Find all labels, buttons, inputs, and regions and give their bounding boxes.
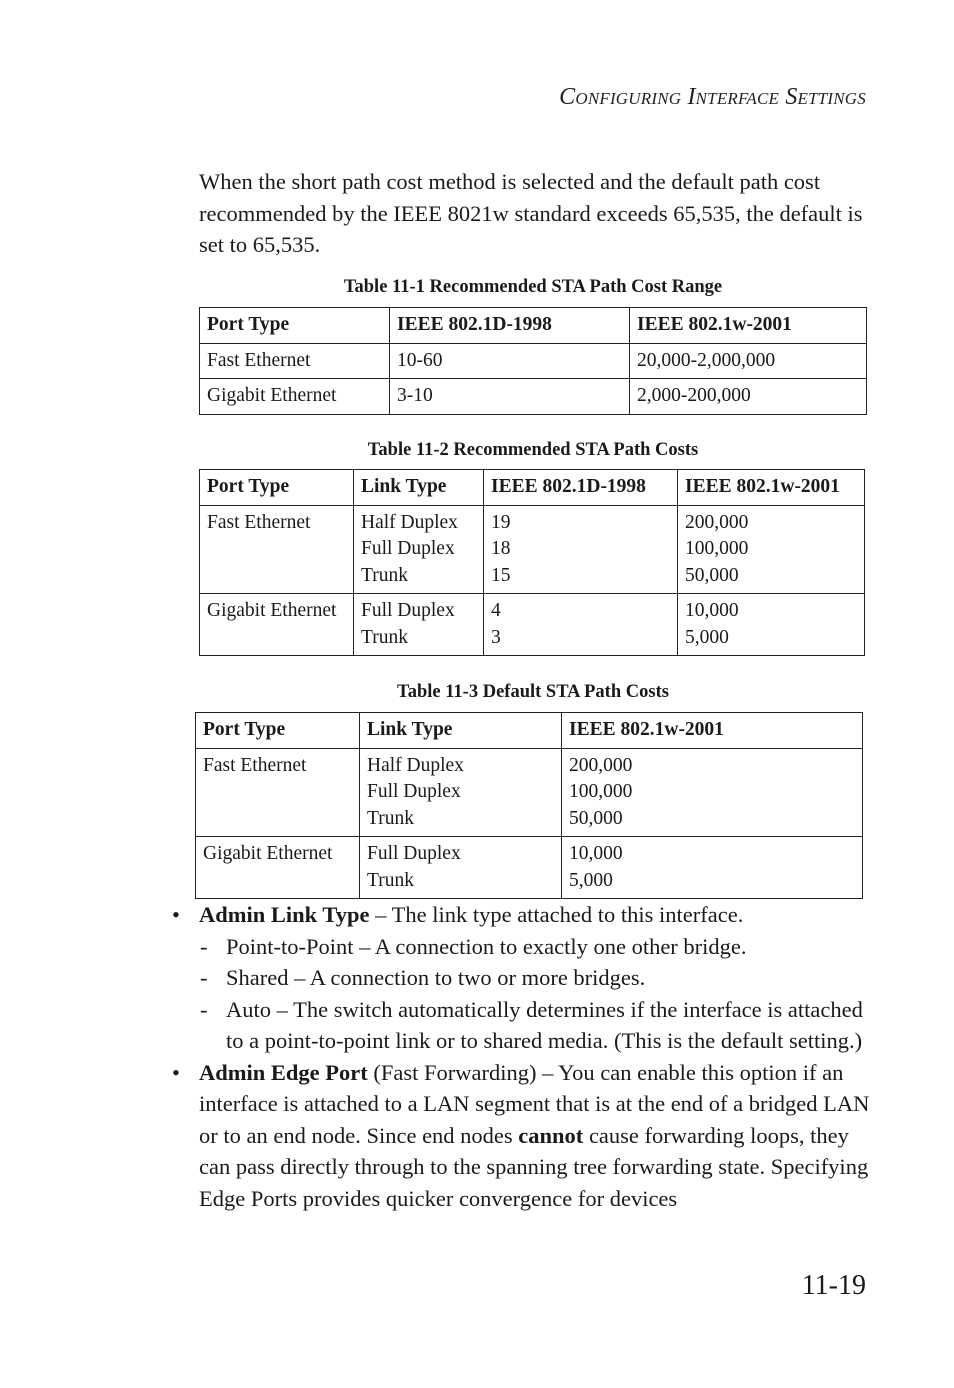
table-header-cell: IEEE 802.1D-1998 [390,308,630,344]
table-cell: Fast Ethernet [196,748,360,837]
table-header-cell: Link Type [354,470,484,506]
cell-line: 4 [491,600,501,621]
table-cell [678,505,865,594]
term-admin-edge-port: Admin Edge Port [199,1059,368,1085]
table1-caption: Table 11-1 Recommended STA Path Cost Range [343,277,723,297]
cell-line: 10,000 [569,843,623,864]
table-11-1 [199,307,867,415]
table-header-cell: Port Type [196,713,360,749]
cell-line: 100,000 [569,781,633,802]
dash-mark: - [200,996,208,1022]
bullet-text: – The link type attached to this interface. [369,902,744,927]
table-header-cell: IEEE 802.1w-2001 [678,470,865,506]
cell-line: 19 [491,511,511,533]
sub-item-shared [170,962,870,994]
table-header-cell: IEEE 802.1w-2001 [630,308,867,344]
cell-line: Trunk [367,869,414,891]
table-header-cell: Port Type [200,308,390,344]
sub-item-text: Point-to-Point – A connection to exactly one other bridge. [226,933,747,959]
cell-line: 10,000 [685,600,739,621]
table3-caption: Table 11-3 Default STA Path Costs [397,682,669,702]
table-row [196,837,863,899]
bullet-text: (Fast Forwarding) – You can enable this option if an interface is attached to a LAN segment that is at the end of a bridged LAN or to an end node. Since end nodes [199,1059,870,1148]
sub-item-text: Auto – The switch automatically determines if the interface is attached to a point-to-point link or to shared media. (This is the default setting.) [226,996,863,1053]
header-word-1: CONFIGURING [559,84,682,110]
table-header-row [200,308,867,344]
dash-mark: - [200,965,208,990]
cell-line: 5,000 [685,626,729,648]
table-cell: 10-60 [390,343,630,379]
sub-item-text: Shared – A connection to two or more bridges. [226,965,646,990]
table-header-row [200,470,865,506]
table-header-cell: IEEE 802.1w-2001 [562,713,863,749]
table-row [200,505,865,594]
sub-item-auto [170,994,870,1057]
table-header-row [196,713,863,749]
bullet-admin-edge-port [170,1057,870,1215]
cell-line: Half Duplex [361,511,458,533]
cell-line: 5,000 [569,869,613,891]
header-word-2: INTERFACE [687,84,780,110]
bullet-text-continued: cause forwarding loops, they can pass directly through to the spanning tree forwarding state. Specifying Edge Ports provides quicker convergence for devices [199,1122,869,1211]
table-cell [484,505,678,594]
option-list [170,899,870,1214]
cell-line: 3 [491,626,501,648]
page-number: 11-19 [801,1270,866,1301]
table-cell: 2,000-200,000 [630,379,867,415]
table-cell [562,748,863,837]
intro-paragraph: When the short path cost method is selected and the default path cost recommended by the IEEE 8021w standard exceeds 65,535, the default is set to 65,535. [199,169,863,257]
bullet-mark: • [172,902,180,927]
table2-caption: Table 11-2 Recommended STA Path Costs [367,440,699,460]
table-header-cell: Link Type [360,713,562,749]
table-header-cell: Port Type [200,470,354,506]
cell-line: Full Duplex [367,781,461,802]
table-cell: Fast Ethernet [200,343,390,379]
table-cell [354,505,484,594]
table-cell [484,594,678,656]
table-cell [354,594,484,656]
cell-line: 200,000 [685,511,749,533]
cell-line: Full Duplex [361,538,455,559]
table-row [200,379,867,415]
bullet-admin-link-type [170,899,870,931]
table-cell: Fast Ethernet [200,505,354,594]
table-cell [562,837,863,899]
cell-line: Trunk [361,626,408,648]
running-header [559,84,866,111]
table-11-2 [199,469,865,656]
cell-line: 200,000 [569,754,633,776]
table-cell: Gigabit Ethernet [200,594,354,656]
table-cell [360,837,562,899]
cell-line: Full Duplex [361,600,455,621]
sub-item-point-to-point [170,931,870,963]
table-row [196,748,863,837]
table-cell: 3-10 [390,379,630,415]
table-cell: 20,000-2,000,000 [630,343,867,379]
dash-mark: - [200,933,208,959]
table-11-3 [195,712,863,899]
header-word-3: SETTINGS [785,84,866,110]
table-cell: Gigabit Ethernet [200,379,390,415]
table-row [200,594,865,656]
emphasis-text: cannot [518,1122,584,1148]
cell-line: 50,000 [685,564,739,586]
cell-line: 15 [491,564,511,586]
term-admin-link-type: Admin Link Type [199,902,370,927]
cell-line: Full Duplex [367,843,461,864]
cell-line: Trunk [361,564,408,586]
bullet-mark: • [172,1059,180,1085]
table-cell [360,748,562,837]
cell-line: Trunk [367,807,414,829]
cell-line: Half Duplex [367,754,464,776]
table-row [200,343,867,379]
table-cell: Gigabit Ethernet [196,837,360,899]
table-cell [678,594,865,656]
cell-line: 50,000 [569,807,623,829]
cell-line: 100,000 [685,538,749,559]
cell-line: 18 [491,538,511,559]
table-header-cell: IEEE 802.1D-1998 [484,470,678,506]
